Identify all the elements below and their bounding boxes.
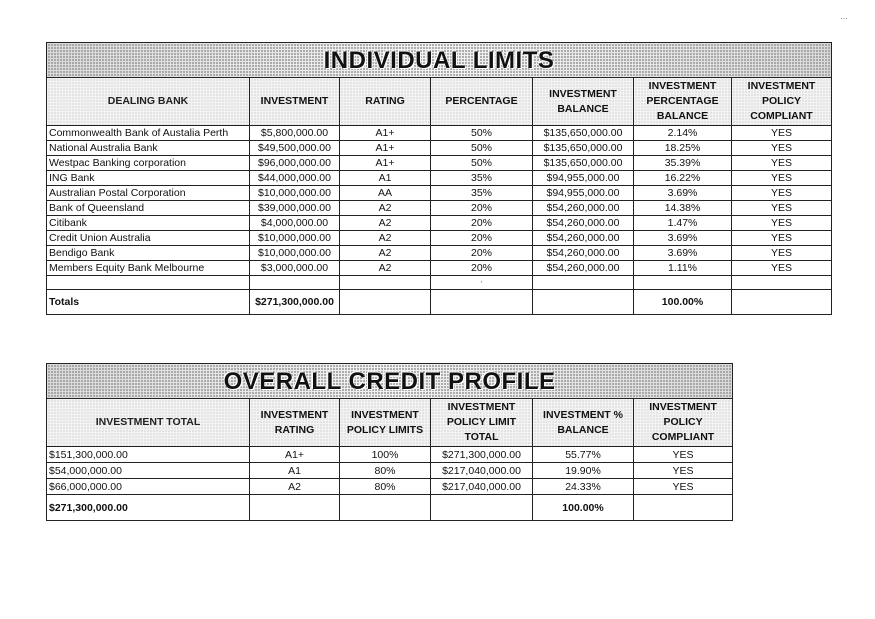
- table-cell: $54,260,000.00: [533, 246, 634, 261]
- table-cell: Westpac Banking corporation: [47, 156, 250, 171]
- table-cell: $54,260,000.00: [533, 216, 634, 231]
- table-cell: ING Bank: [47, 171, 250, 186]
- table-row: [47, 171, 832, 186]
- table-cell: A2: [250, 479, 340, 495]
- table-cell: YES: [732, 156, 832, 171]
- table-row: [47, 156, 832, 171]
- col-percent-balance: INVESTMENT % BALANCE: [533, 399, 634, 447]
- table-cell: A1+: [340, 156, 431, 171]
- table-row: [47, 141, 832, 156]
- table-cell: 1.11%: [634, 261, 732, 276]
- table-row: [47, 246, 832, 261]
- table-cell: 3.69%: [634, 246, 732, 261]
- table-cell: $94,955,000.00: [533, 171, 634, 186]
- table-cell: $271,300,000.00: [431, 447, 533, 463]
- table-cell: 100%: [340, 447, 431, 463]
- col-dealing-bank: DEALING BANK: [47, 78, 250, 126]
- table-cell: A2: [340, 201, 431, 216]
- table-cell: Citibank: [47, 216, 250, 231]
- table-cell: YES: [732, 261, 832, 276]
- table-cell: YES: [732, 186, 832, 201]
- table-cell: $54,000,000.00: [47, 463, 250, 479]
- table-cell: YES: [634, 447, 733, 463]
- table-cell: Bank of Queensland: [47, 201, 250, 216]
- table-cell: A1+: [250, 447, 340, 463]
- table-cell: $96,000,000.00: [250, 156, 340, 171]
- col-overall-policy-compliant: INVESTMENT POLICY COMPLIANT: [634, 399, 733, 447]
- table-cell: Australian Postal Corporation: [47, 186, 250, 201]
- table-cell: A2: [340, 246, 431, 261]
- overall-totals-row: [47, 495, 733, 521]
- table-row: [47, 216, 832, 231]
- table-cell: $39,000,000.00: [250, 201, 340, 216]
- table-cell: 55.77%: [533, 447, 634, 463]
- table-cell: 2.14%: [634, 126, 732, 141]
- table-cell: 24.33%: [533, 479, 634, 495]
- table-cell: A2: [340, 216, 431, 231]
- table-cell: A1: [250, 463, 340, 479]
- table-cell: Members Equity Bank Melbourne: [47, 261, 250, 276]
- table-cell: 3.69%: [634, 231, 732, 246]
- individual-limits-table: [46, 42, 832, 315]
- table-cell: 35%: [431, 186, 533, 201]
- corner-mark: …: [840, 12, 848, 21]
- table-cell: 20%: [431, 261, 533, 276]
- col-policy-limits: INVESTMENT POLICY LIMITS: [340, 399, 431, 447]
- table-cell: A1: [340, 171, 431, 186]
- col-investment: INVESTMENT: [250, 78, 340, 126]
- table-cell: $10,000,000.00: [250, 231, 340, 246]
- table-cell: A1+: [340, 126, 431, 141]
- totals-row: [47, 290, 832, 315]
- table-cell: $10,000,000.00: [250, 186, 340, 201]
- table-cell: 35.39%: [634, 156, 732, 171]
- individual-limits-title: INDIVIDUAL LIMITS: [47, 43, 832, 78]
- table-cell: YES: [732, 216, 832, 231]
- table-cell: 80%: [340, 479, 431, 495]
- table-cell: $135,650,000.00: [533, 126, 634, 141]
- table-cell: 80%: [340, 463, 431, 479]
- table-row: [47, 479, 733, 495]
- table-row: [47, 186, 832, 201]
- totals-label: Totals: [47, 290, 250, 315]
- table-cell: Credit Union Australia: [47, 231, 250, 246]
- table-cell: Commonwealth Bank of Austalia Perth: [47, 126, 250, 141]
- table-cell: $10,000,000.00: [250, 246, 340, 261]
- overall-credit-profile-title: OVERALL CREDIT PROFILE: [47, 364, 733, 399]
- table-cell: YES: [732, 141, 832, 156]
- table-cell: 50%: [431, 126, 533, 141]
- table-cell: 20%: [431, 216, 533, 231]
- table-cell: YES: [732, 231, 832, 246]
- table-cell: YES: [732, 126, 832, 141]
- overall-header-row: [47, 399, 733, 447]
- col-investment-rating: INVESTMENT RATING: [250, 399, 340, 447]
- table-cell: 20%: [431, 231, 533, 246]
- table-cell: $135,650,000.00: [533, 156, 634, 171]
- table-cell: 35%: [431, 171, 533, 186]
- table-cell: 50%: [431, 156, 533, 171]
- table-cell: 20%: [431, 201, 533, 216]
- table-cell: 16.22%: [634, 171, 732, 186]
- table-cell: AA: [340, 186, 431, 201]
- table-cell: $66,000,000.00: [47, 479, 250, 495]
- col-policy-compliant: INVESTMENT POLICY COMPLIANT: [732, 78, 832, 126]
- table-cell: $94,955,000.00: [533, 186, 634, 201]
- table-row: [47, 463, 733, 479]
- table-cell: YES: [732, 246, 832, 261]
- table-cell: A2: [340, 261, 431, 276]
- table-row: [47, 261, 832, 276]
- table-cell: 14.38%: [634, 201, 732, 216]
- table-row: [47, 231, 832, 246]
- blank-mark: ’: [480, 280, 483, 288]
- table-cell: 3.69%: [634, 186, 732, 201]
- table-row: [47, 126, 832, 141]
- table-cell: $3,000,000.00: [250, 261, 340, 276]
- col-rating: RATING: [340, 78, 431, 126]
- table-cell: YES: [732, 171, 832, 186]
- table-cell: $49,500,000.00: [250, 141, 340, 156]
- table-cell: YES: [732, 201, 832, 216]
- table-cell: 20%: [431, 246, 533, 261]
- table-cell: $4,000,000.00: [250, 216, 340, 231]
- table-cell: $217,040,000.00: [431, 463, 533, 479]
- table-cell: A1+: [340, 141, 431, 156]
- table-row: [47, 447, 733, 463]
- table-cell: $135,650,000.00: [533, 141, 634, 156]
- totals-investment: $271,300,000.00: [250, 290, 340, 315]
- table-cell: 1.47%: [634, 216, 732, 231]
- table-cell: $54,260,000.00: [533, 231, 634, 246]
- col-policy-limit-total: INVESTMENT POLICY LIMIT TOTAL: [431, 399, 533, 447]
- totals-percentage-balance: 100.00%: [634, 290, 732, 315]
- table-cell: $151,300,000.00: [47, 447, 250, 463]
- overall-credit-profile-table: [46, 363, 733, 521]
- table-cell: YES: [634, 479, 733, 495]
- table-cell: National Australia Bank: [47, 141, 250, 156]
- table-cell: Bendigo Bank: [47, 246, 250, 261]
- individual-header-row: [47, 78, 832, 126]
- table-cell: $5,800,000.00: [250, 126, 340, 141]
- overall-totals-investment: $271,300,000.00: [47, 495, 250, 521]
- table-cell: 19.90%: [533, 463, 634, 479]
- col-investment-balance: INVESTMENT BALANCE: [533, 78, 634, 126]
- col-investment-percentage-balance: INVESTMENT PERCENTAGE BALANCE: [634, 78, 732, 126]
- blank-row: [47, 276, 832, 290]
- overall-totals-balance: 100.00%: [533, 495, 634, 521]
- table-cell: $217,040,000.00: [431, 479, 533, 495]
- table-cell: A2: [340, 231, 431, 246]
- col-percentage: PERCENTAGE: [431, 78, 533, 126]
- table-cell: $54,260,000.00: [533, 261, 634, 276]
- table-cell: YES: [634, 463, 733, 479]
- table-cell: $44,000,000.00: [250, 171, 340, 186]
- table-cell: $54,260,000.00: [533, 201, 634, 216]
- table-row: [47, 201, 832, 216]
- table-cell: 18.25%: [634, 141, 732, 156]
- col-investment-total: INVESTMENT TOTAL: [47, 399, 250, 447]
- table-cell: 50%: [431, 141, 533, 156]
